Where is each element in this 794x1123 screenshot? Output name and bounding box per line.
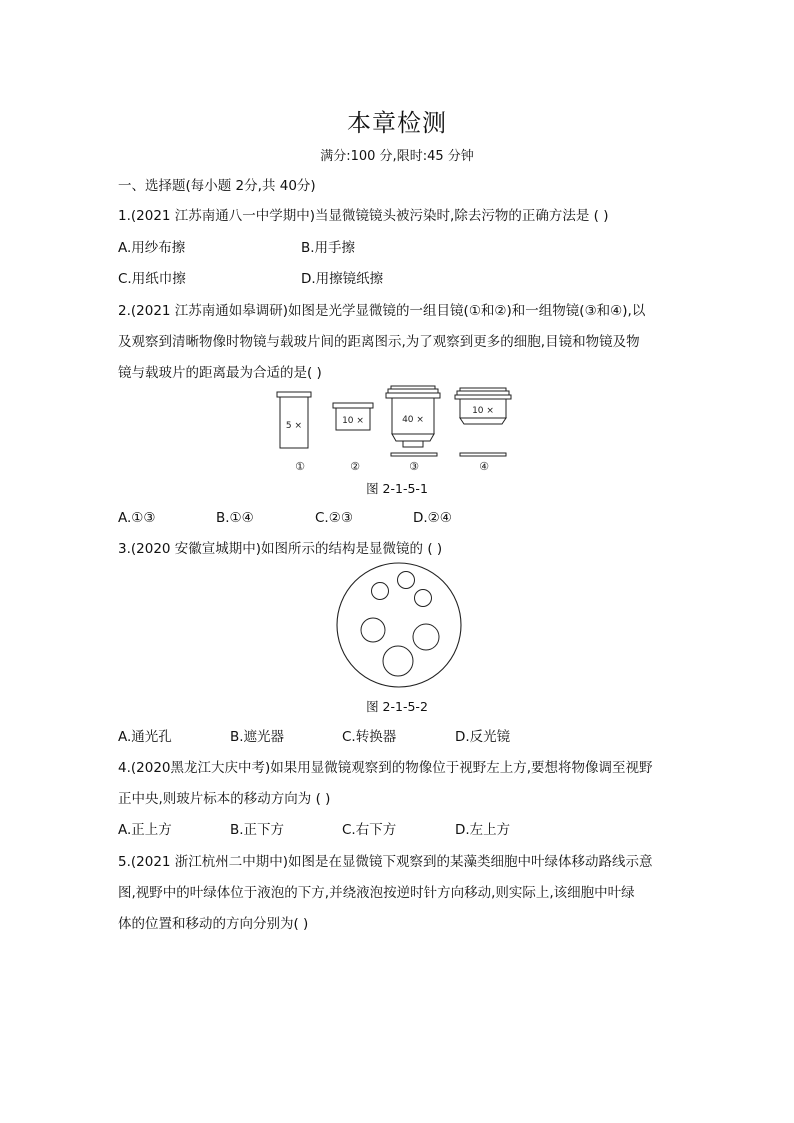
q2-option-c: C.②③ bbox=[315, 510, 353, 526]
q4-option-d: D.左上方 bbox=[455, 822, 511, 838]
lens-number-4: ④ bbox=[479, 460, 489, 473]
figure-2-caption: 图 2-1-5-2 bbox=[366, 699, 428, 714]
hole bbox=[372, 583, 389, 600]
question-2-line-1: 2.(2021 江苏南通如皋调研)如图是光学显微镜的一组目镜(①和②)和一组物镜(③和④),以 bbox=[118, 303, 646, 319]
q4-option-b: B.正下方 bbox=[230, 822, 285, 838]
objective-4 bbox=[455, 388, 511, 456]
section-heading: 一、选择题(每小题 2分,共 40分) bbox=[118, 178, 316, 194]
hole bbox=[398, 572, 415, 589]
q2-option-b: B.①④ bbox=[216, 510, 254, 526]
slide-4 bbox=[460, 453, 506, 456]
question-5-line-2: 图,视野中的叶绿体位于液泡的下方,并绕液泡按逆时针方向移动,则实际上,该细胞中叶绿 bbox=[118, 885, 635, 901]
objective-3 bbox=[386, 386, 440, 456]
lens-4-label: 10 × bbox=[472, 406, 494, 416]
q3-option-b: B.遮光器 bbox=[230, 729, 285, 745]
lens-number-2: ② bbox=[350, 460, 360, 473]
hole bbox=[415, 590, 432, 607]
lens-2-label: 10 × bbox=[342, 416, 364, 426]
question-5-line-3: 体的位置和移动的方向分别为( ) bbox=[118, 916, 309, 932]
q4-option-c: C.右下方 bbox=[342, 822, 397, 838]
q2-option-a: A.①③ bbox=[118, 510, 156, 526]
eyepiece-2 bbox=[333, 403, 373, 430]
converter-figure bbox=[336, 562, 462, 688]
question-4-line-2: 正中央,则玻片标本的移动方向为 ( ) bbox=[118, 791, 331, 807]
question-2-line-3: 镜与载玻片的距离最为合适的是( ) bbox=[118, 365, 322, 381]
lens-number-1: ① bbox=[295, 460, 305, 473]
figure-1-caption: 图 2-1-5-1 bbox=[366, 481, 428, 496]
q1-option-c: C.用纸巾擦 bbox=[118, 271, 186, 287]
q2-option-d: D.②④ bbox=[413, 510, 452, 526]
q3-option-a: A.通光孔 bbox=[118, 729, 172, 745]
lens-figure bbox=[270, 382, 530, 477]
hole bbox=[361, 618, 385, 642]
page-subtitle: 满分:100 分,限时:45 分钟 bbox=[320, 149, 474, 164]
q3-option-c: C.转换器 bbox=[342, 729, 397, 745]
eyepiece-1 bbox=[277, 392, 311, 448]
q3-option-d: D.反光镜 bbox=[455, 729, 511, 745]
hole bbox=[413, 624, 439, 650]
q1-option-a: A.用纱布擦 bbox=[118, 240, 186, 256]
hole bbox=[383, 646, 413, 676]
q4-option-a: A.正上方 bbox=[118, 822, 172, 838]
question-5-line-1: 5.(2021 浙江杭州二中期中)如图是在显微镜下观察到的某藻类细胞中叶绿体移动路线示意 bbox=[118, 854, 653, 870]
lens-1-label: 5 × bbox=[285, 421, 303, 431]
q1-option-b: B.用手擦 bbox=[301, 240, 356, 256]
question-1-stem: 1.(2021 江苏南通八一中学期中)当显微镜镜头被污染时,除去污物的正确方法是 ( ) bbox=[118, 208, 609, 224]
converter-disk bbox=[337, 563, 461, 687]
q1-option-d: D.用擦镜纸擦 bbox=[301, 271, 384, 287]
question-4-line-1: 4.(2020黑龙江大庆中考)如果用显微镜观察到的物像位于视野左上方,要想将物像调至视野 bbox=[118, 760, 653, 776]
slide-3 bbox=[391, 453, 437, 456]
page-title: 本章检测 bbox=[347, 109, 447, 137]
question-3-stem: 3.(2020 安徽宣城期中)如图所示的结构是显微镜的 ( ) bbox=[118, 541, 443, 557]
question-2-line-2: 及观察到清晰物像时物镜与载玻片间的距离图示,为了观察到更多的细胞,目镜和物镜及物 bbox=[118, 334, 640, 350]
lens-number-3: ③ bbox=[409, 460, 419, 473]
lens-3-label: 40 × bbox=[402, 415, 424, 425]
